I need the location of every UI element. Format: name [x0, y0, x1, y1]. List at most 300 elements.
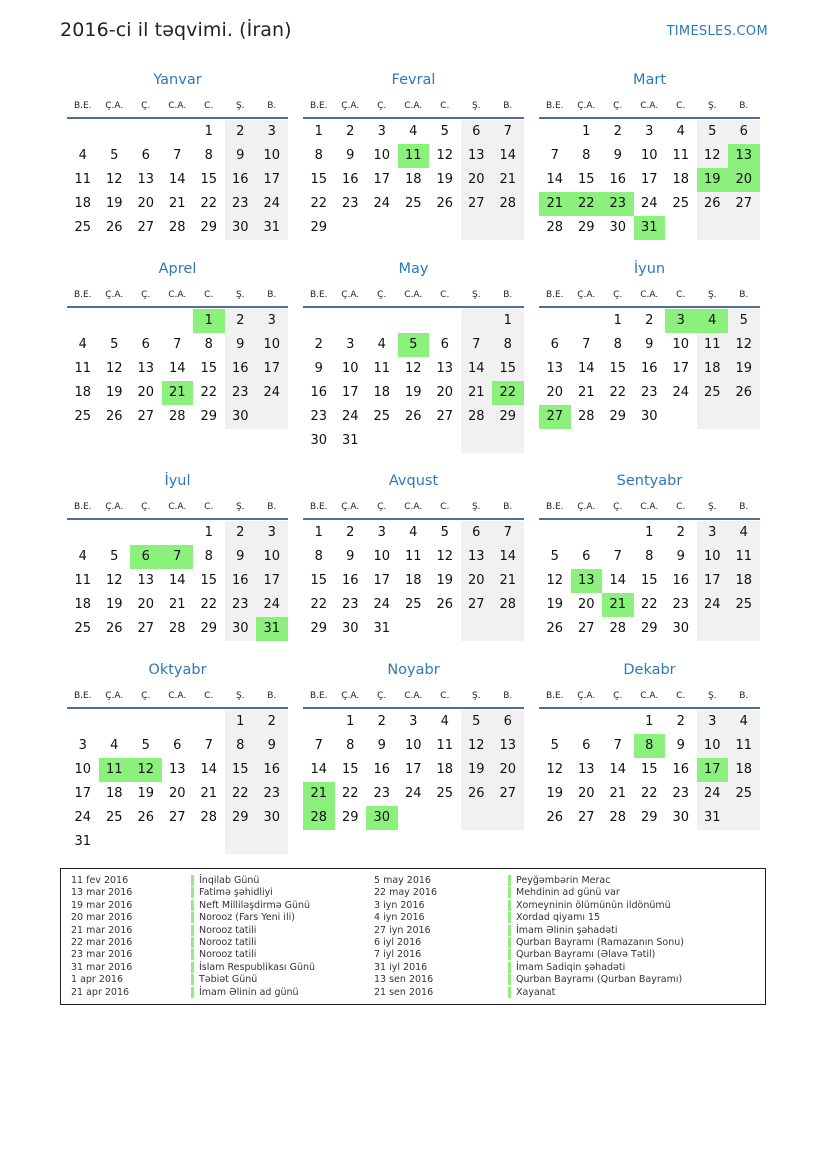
- day-cell: 15: [225, 758, 257, 782]
- weekday-header: C.: [676, 502, 686, 512]
- day-cell: 1: [314, 124, 323, 139]
- weekday-header: C.: [676, 691, 686, 701]
- day-cell: 30: [672, 621, 690, 636]
- weekday-header: B.E.: [309, 691, 328, 701]
- day-cell: 26: [105, 220, 123, 235]
- weekday-header: Ç.: [141, 101, 151, 111]
- holiday-day-cell: 11: [398, 144, 430, 168]
- legend-holiday-name: Mehdinin ad günü var: [508, 887, 620, 898]
- day-cell: 13: [461, 144, 493, 168]
- weekday-header: Ş.: [707, 101, 717, 111]
- weekday-header: C.: [440, 502, 450, 512]
- day-cell: 1: [314, 525, 323, 540]
- weekday-header: B.E.: [545, 101, 564, 111]
- day-cell: 26: [461, 782, 493, 806]
- day-cell: 20: [436, 385, 454, 400]
- day-cell: 13: [492, 734, 524, 758]
- day-cell: 11: [74, 172, 92, 187]
- day-cell: 20: [137, 196, 155, 211]
- day-cell: 19: [105, 196, 123, 211]
- day-cell: 29: [640, 810, 658, 825]
- weekday-header: B.: [739, 502, 749, 512]
- weekend-blank-cell: [728, 617, 760, 641]
- day-cell: 17: [256, 168, 288, 192]
- day-cell: 14: [200, 762, 218, 777]
- weekday-header: B.: [503, 502, 513, 512]
- holiday-day-cell: 20: [728, 168, 760, 192]
- holiday-day-cell: 31: [256, 617, 288, 641]
- day-cell: 14: [492, 144, 524, 168]
- weekday-header: C.: [440, 101, 450, 111]
- day-cell: 7: [314, 738, 323, 753]
- day-cell: 6: [550, 337, 559, 352]
- weekday-header: B.: [267, 101, 277, 111]
- day-cell: 16: [225, 569, 257, 593]
- day-cell: 10: [74, 762, 92, 777]
- day-cell: 20: [577, 597, 595, 612]
- day-cell: 30: [256, 806, 288, 830]
- day-cell: 29: [341, 810, 359, 825]
- day-cell: 26: [105, 409, 123, 424]
- day-cell: 11: [74, 573, 92, 588]
- day-cell: 19: [436, 172, 454, 187]
- day-cell: 19: [105, 597, 123, 612]
- day-cell: 8: [204, 549, 213, 564]
- legend-holiday-name: Qurban Bayramı (Əlavə Tətil): [508, 949, 655, 960]
- weekend-blank-cell: [225, 830, 257, 854]
- day-cell: 15: [640, 573, 658, 588]
- legend-date: 23 mar 2016: [71, 949, 133, 961]
- day-cell: 21: [577, 385, 595, 400]
- day-cell: 5: [141, 738, 150, 753]
- day-cell: 10: [256, 545, 288, 569]
- day-cell: 23: [225, 381, 257, 405]
- weekday-header: Ç.A.: [341, 502, 360, 512]
- day-cell: 19: [436, 573, 454, 588]
- day-cell: 15: [609, 361, 627, 376]
- day-cell: 21: [461, 381, 493, 405]
- day-cell: 27: [137, 220, 155, 235]
- day-cell: 30: [672, 810, 690, 825]
- day-cell: 29: [200, 621, 218, 636]
- day-cell: 19: [461, 758, 493, 782]
- weekday-header: Ş.: [707, 290, 717, 300]
- day-cell: 29: [200, 409, 218, 424]
- day-cell: 14: [168, 361, 186, 376]
- day-cell: 26: [137, 810, 155, 825]
- weekday-header: B.: [267, 290, 277, 300]
- day-cell: 8: [204, 148, 213, 163]
- weekday-header: C.: [676, 101, 686, 111]
- weekday-header: C.A.: [404, 101, 423, 111]
- legend-holiday-name: Xordad qiyamı 15: [508, 912, 600, 923]
- day-cell: 22: [341, 786, 359, 801]
- month-header-rule: [303, 117, 524, 119]
- day-cell: 21: [168, 597, 186, 612]
- weekday-header: C.A.: [168, 290, 187, 300]
- day-cell: 28: [577, 409, 595, 424]
- day-cell: 2: [676, 525, 685, 540]
- day-cell: 22: [640, 786, 658, 801]
- holiday-day-cell: 11: [99, 758, 131, 782]
- holiday-day-cell: 21: [602, 593, 634, 617]
- day-cell: 18: [74, 597, 92, 612]
- day-cell: 10: [404, 738, 422, 753]
- weekday-header: Ş.: [707, 502, 717, 512]
- day-cell: 2: [676, 714, 685, 729]
- weekday-header: C.: [440, 691, 450, 701]
- day-cell: 27: [577, 810, 595, 825]
- holiday-day-cell: 30: [366, 806, 398, 830]
- day-cell: 7: [582, 337, 591, 352]
- weekday-header: C.A.: [640, 691, 659, 701]
- day-cell: 29: [310, 220, 328, 235]
- day-cell: 7: [492, 521, 524, 545]
- day-cell: 30: [225, 216, 257, 240]
- weekend-blank-cell: [728, 216, 760, 240]
- day-cell: 24: [256, 192, 288, 216]
- weekend-blank-cell: [492, 617, 524, 641]
- month-header-rule: [67, 707, 288, 709]
- day-cell: 22: [200, 385, 218, 400]
- day-cell: 27: [577, 621, 595, 636]
- day-cell: 18: [728, 569, 760, 593]
- holiday-day-cell: 12: [130, 758, 162, 782]
- day-cell: 17: [256, 569, 288, 593]
- weekday-header: Ç.: [613, 101, 623, 111]
- holiday-legend: [60, 868, 766, 1005]
- day-cell: 13: [461, 545, 493, 569]
- weekday-header: Ç.: [377, 290, 387, 300]
- day-cell: 28: [492, 192, 524, 216]
- legend-date: 27 iyn 2016: [374, 924, 431, 936]
- day-cell: 1: [645, 525, 654, 540]
- weekday-header: Ş.: [235, 691, 245, 701]
- month-header-rule: [539, 117, 760, 119]
- legend-date: 11 fev 2016: [71, 875, 129, 886]
- day-cell: 1: [346, 714, 355, 729]
- day-cell: 14: [310, 762, 328, 777]
- day-cell: 15: [310, 573, 328, 588]
- month-title: Fevral: [391, 72, 436, 88]
- day-cell: 18: [404, 172, 422, 187]
- month-title: Yanvar: [153, 72, 202, 88]
- day-cell: 10: [697, 545, 729, 569]
- day-cell: 7: [173, 148, 182, 163]
- day-cell: 4: [728, 521, 760, 545]
- day-cell: 26: [436, 196, 454, 211]
- weekday-header: Ç.A.: [341, 101, 360, 111]
- weekday-header: B.E.: [545, 290, 564, 300]
- day-cell: 28: [168, 220, 186, 235]
- month-title: May: [398, 261, 429, 277]
- weekday-header: C.A.: [640, 290, 659, 300]
- day-cell: 16: [672, 573, 690, 588]
- month-header-rule: [67, 117, 288, 119]
- day-cell: 18: [74, 385, 92, 400]
- day-cell: 26: [404, 409, 422, 424]
- weekday-header: B.E.: [545, 691, 564, 701]
- day-cell: 14: [461, 357, 493, 381]
- legend-date: 6 iyl 2016: [374, 937, 422, 948]
- day-cell: 9: [377, 738, 386, 753]
- holiday-day-cell: 21: [162, 381, 194, 405]
- day-cell: 4: [377, 337, 386, 352]
- legend-holiday-name: Qurban Bayramı (Qurban Bayramı): [508, 974, 682, 985]
- day-cell: 6: [141, 148, 150, 163]
- day-cell: 27: [168, 810, 186, 825]
- day-cell: 15: [200, 172, 218, 187]
- day-cell: 29: [609, 409, 627, 424]
- day-cell: 20: [546, 385, 564, 400]
- day-cell: 18: [697, 357, 729, 381]
- day-cell: 24: [640, 196, 658, 211]
- holiday-day-cell: 4: [697, 309, 729, 333]
- day-cell: 11: [728, 545, 760, 569]
- month-header-rule: [303, 306, 524, 308]
- weekday-header: C.A.: [640, 101, 659, 111]
- weekend-blank-cell: [492, 216, 524, 240]
- legend-holiday-name: Neft Milliləşdirmə Günü: [191, 900, 310, 911]
- day-cell: 3: [346, 337, 355, 352]
- holiday-day-cell: 13: [728, 144, 760, 168]
- day-cell: 18: [105, 786, 123, 801]
- weekday-header: Ç.A.: [341, 691, 360, 701]
- day-cell: 16: [256, 758, 288, 782]
- day-cell: 10: [256, 333, 288, 357]
- day-cell: 16: [640, 361, 658, 376]
- weekday-header: B.E.: [73, 502, 92, 512]
- day-cell: 16: [225, 357, 257, 381]
- weekday-header: Ç.: [377, 691, 387, 701]
- day-cell: 7: [204, 738, 213, 753]
- holiday-day-cell: 19: [697, 168, 729, 192]
- day-cell: 24: [256, 593, 288, 617]
- weekday-header: B.E.: [309, 290, 328, 300]
- month-title: Avqust: [388, 473, 439, 489]
- weekday-header: C.A.: [168, 101, 187, 111]
- day-cell: 11: [436, 738, 454, 753]
- day-cell: 20: [168, 786, 186, 801]
- day-cell: 20: [461, 168, 493, 192]
- day-cell: 3: [377, 525, 386, 540]
- holiday-day-cell: 8: [634, 734, 666, 758]
- day-cell: 28: [492, 593, 524, 617]
- day-cell: 11: [404, 549, 422, 564]
- day-cell: 2: [377, 714, 386, 729]
- day-cell: 13: [137, 573, 155, 588]
- day-cell: 12: [461, 734, 493, 758]
- day-cell: 20: [492, 758, 524, 782]
- day-cell: 10: [640, 148, 658, 163]
- day-cell: 2: [346, 124, 355, 139]
- day-cell: 30: [310, 433, 328, 448]
- day-cell: 16: [373, 762, 391, 777]
- day-cell: 15: [492, 357, 524, 381]
- legend-holiday-name: Norooz tatili: [191, 949, 256, 960]
- legend-date: 13 mar 2016: [71, 887, 133, 899]
- day-cell: 29: [577, 220, 595, 235]
- day-cell: 1: [225, 710, 257, 734]
- weekday-header: B.E.: [73, 101, 92, 111]
- day-cell: 3: [78, 738, 87, 753]
- day-cell: 29: [200, 220, 218, 235]
- weekday-header: C.: [204, 101, 214, 111]
- day-cell: 2: [346, 525, 355, 540]
- weekday-header: Ç.A.: [577, 290, 596, 300]
- day-cell: 26: [546, 810, 564, 825]
- day-cell: 20: [577, 786, 595, 801]
- day-cell: 24: [373, 196, 391, 211]
- weekday-header: C.: [676, 290, 686, 300]
- day-cell: 23: [225, 593, 257, 617]
- holiday-day-cell: 3: [665, 309, 697, 333]
- day-cell: 25: [74, 220, 92, 235]
- day-cell: 27: [137, 621, 155, 636]
- legend-date: 3 iyn 2016: [374, 899, 425, 911]
- day-cell: 9: [256, 734, 288, 758]
- day-cell: 23: [341, 196, 359, 211]
- day-cell: 17: [373, 172, 391, 187]
- day-cell: 30: [341, 621, 359, 636]
- day-cell: 12: [546, 573, 564, 588]
- legend-holiday-name: İslam Respublikası Günü: [191, 962, 315, 973]
- day-cell: 3: [645, 124, 654, 139]
- day-cell: 5: [550, 549, 559, 564]
- day-cell: 25: [728, 782, 760, 806]
- legend-holiday-name: İmam Sadiqin şəhadəti: [508, 962, 625, 973]
- day-cell: 5: [728, 309, 760, 333]
- day-cell: 29: [492, 405, 524, 429]
- weekday-header: Ş.: [707, 691, 717, 701]
- day-cell: 3: [256, 309, 288, 333]
- day-cell: 15: [341, 762, 359, 777]
- day-cell: 7: [173, 337, 182, 352]
- day-cell: 9: [225, 545, 257, 569]
- month-title: Dekabr: [623, 662, 676, 678]
- weekend-blank-cell: [728, 405, 760, 429]
- day-cell: 20: [137, 597, 155, 612]
- day-cell: 16: [341, 573, 359, 588]
- holiday-day-cell: 27: [539, 405, 571, 429]
- day-cell: 24: [341, 409, 359, 424]
- weekday-header: Ç.A.: [105, 502, 124, 512]
- weekday-header: B.: [739, 101, 749, 111]
- weekend-blank-cell: [461, 429, 493, 453]
- month-header-rule: [539, 707, 760, 709]
- day-cell: 16: [225, 168, 257, 192]
- site-brand-link[interactable]: TIMESLES.COM: [666, 24, 768, 39]
- day-cell: 13: [137, 172, 155, 187]
- day-cell: 30: [609, 220, 627, 235]
- weekday-header: B.: [503, 691, 513, 701]
- day-cell: 4: [78, 148, 87, 163]
- day-cell: 23: [256, 782, 288, 806]
- day-cell: 14: [609, 573, 627, 588]
- month-title: İyul: [164, 473, 191, 489]
- weekday-header: Ç.A.: [105, 101, 124, 111]
- day-cell: 26: [697, 192, 729, 216]
- day-cell: 28: [461, 405, 493, 429]
- day-cell: 18: [436, 762, 454, 777]
- weekday-header: C.: [204, 691, 214, 701]
- day-cell: 17: [672, 361, 690, 376]
- day-cell: 19: [728, 357, 760, 381]
- weekend-blank-cell: [461, 617, 493, 641]
- day-cell: 4: [728, 710, 760, 734]
- day-cell: 23: [225, 192, 257, 216]
- day-cell: 15: [577, 172, 595, 187]
- day-cell: 7: [461, 333, 493, 357]
- day-cell: 1: [204, 124, 213, 139]
- day-cell: 25: [697, 381, 729, 405]
- weekday-header: C.: [204, 502, 214, 512]
- day-cell: 31: [341, 433, 359, 448]
- legend-holiday-name: Norooz tatili: [191, 925, 256, 936]
- day-cell: 5: [110, 549, 119, 564]
- day-cell: 26: [546, 621, 564, 636]
- day-cell: 22: [200, 196, 218, 211]
- day-cell: 14: [577, 361, 595, 376]
- day-cell: 10: [373, 549, 391, 564]
- day-cell: 5: [440, 124, 449, 139]
- holiday-day-cell: 6: [130, 545, 162, 569]
- day-cell: 14: [609, 762, 627, 777]
- weekday-header: Ç.A.: [577, 101, 596, 111]
- day-cell: 24: [672, 385, 690, 400]
- day-cell: 5: [461, 710, 493, 734]
- weekend-blank-cell: [492, 429, 524, 453]
- day-cell: 13: [137, 361, 155, 376]
- day-cell: 2: [613, 124, 622, 139]
- day-cell: 3: [409, 714, 418, 729]
- day-cell: 16: [609, 172, 627, 187]
- day-cell: 8: [492, 333, 524, 357]
- day-cell: 20: [137, 385, 155, 400]
- holiday-day-cell: 13: [571, 569, 603, 593]
- day-cell: 3: [377, 124, 386, 139]
- day-cell: 11: [373, 361, 391, 376]
- day-cell: 19: [546, 597, 564, 612]
- legend-holiday-name: Norooz tatili: [191, 937, 256, 948]
- day-cell: 17: [256, 357, 288, 381]
- day-cell: 4: [409, 124, 418, 139]
- legend-date: 22 mar 2016: [71, 937, 133, 948]
- day-cell: 15: [200, 361, 218, 376]
- holiday-day-cell: 31: [634, 216, 666, 240]
- legend-holiday-name: Xomeyninin ölümünün ildönümü: [508, 900, 671, 911]
- legend-date: 1 apr 2016: [71, 974, 124, 986]
- weekday-header: B.: [739, 290, 749, 300]
- day-cell: 1: [492, 309, 524, 333]
- day-cell: 25: [373, 409, 391, 424]
- weekend-blank-cell: [256, 830, 288, 854]
- day-cell: 12: [436, 148, 454, 163]
- legend-date: 19 mar 2016: [71, 899, 133, 911]
- day-cell: 25: [404, 597, 422, 612]
- holiday-day-cell: 17: [697, 758, 729, 782]
- legend-date: 31 mar 2016: [71, 961, 133, 973]
- day-cell: 10: [341, 361, 359, 376]
- day-cell: 4: [409, 525, 418, 540]
- weekday-header: C.A.: [168, 502, 187, 512]
- weekend-blank-cell: [461, 309, 493, 333]
- weekday-header: B.: [739, 691, 749, 701]
- legend-date: 5 may 2016: [374, 875, 431, 886]
- day-cell: 23: [310, 409, 328, 424]
- day-cell: 25: [105, 810, 123, 825]
- holiday-day-cell: 22: [571, 192, 603, 216]
